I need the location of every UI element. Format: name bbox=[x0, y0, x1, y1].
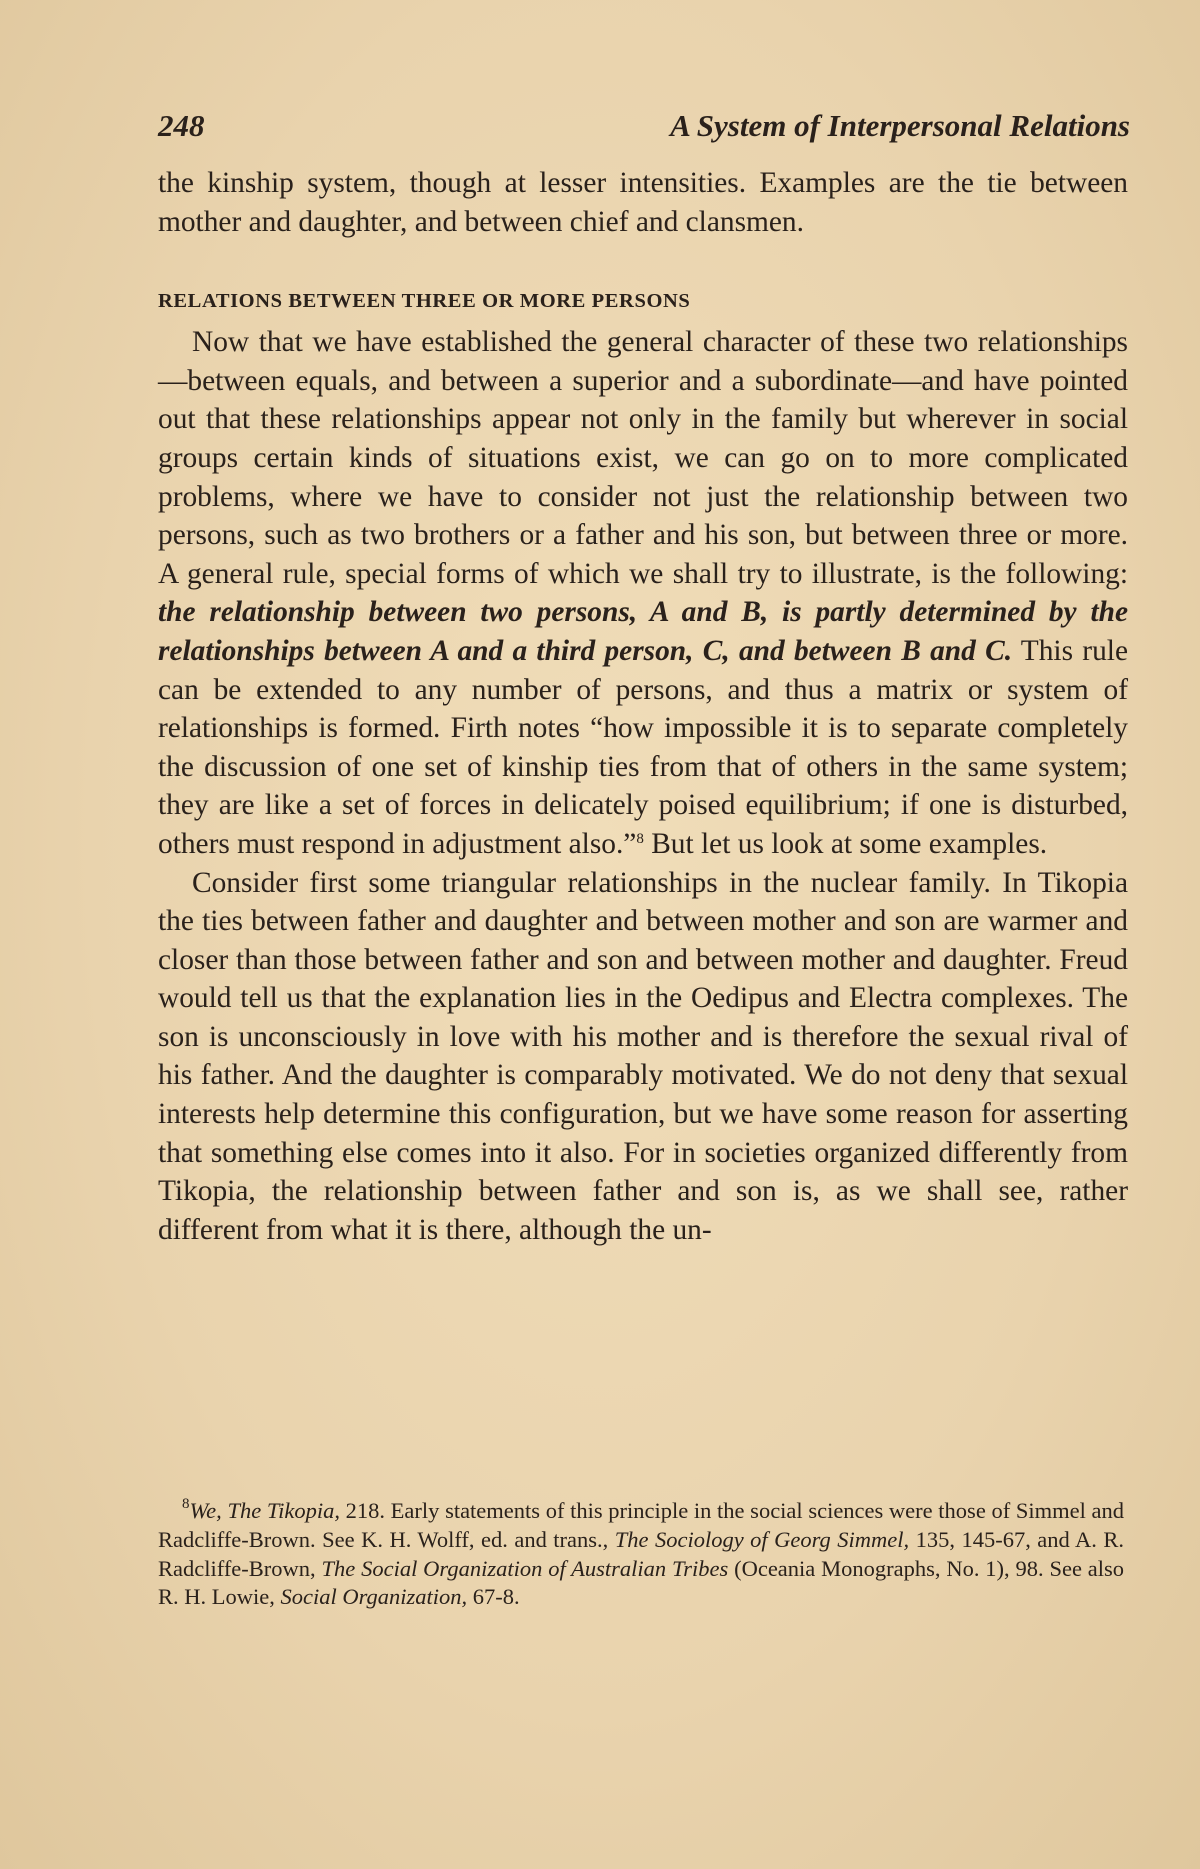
paragraph-text: But let us look at some examples. bbox=[643, 827, 1048, 860]
footnote-citation-title: The Sociology of Georg Simmel, bbox=[614, 1526, 910, 1552]
footnote-citation-title: The Social Organization of Australian Tribes bbox=[321, 1555, 729, 1581]
footnote-text: 218. Early statements of this principle in the social sciences were those of Simmel and Radcliffe-Brown. See K. H. Wolff, ed. and trans., bbox=[158, 1498, 1124, 1552]
footnote-reference: 8 bbox=[636, 830, 644, 847]
rule-statement: the relationship between two persons, A and B, is partly determined by the relationships between A and a third person, C, and between B and C. bbox=[158, 596, 1128, 667]
running-title: A System of Interpersonal Relations bbox=[670, 108, 1130, 143]
page-number: 248 bbox=[158, 108, 205, 143]
footnote-mark: 8 bbox=[182, 1496, 190, 1512]
paragraph-general-rule bbox=[158, 323, 1128, 863]
footnote-text: 135, 145-67, and A. R. Radcliffe-Brown, bbox=[158, 1526, 1124, 1581]
body-text bbox=[158, 164, 1128, 1249]
footnote bbox=[158, 1497, 1124, 1612]
footnote-text: (Oceania Monographs, No. 1), 98. See also R. H. Lowie, bbox=[158, 1555, 1125, 1610]
paragraph-text: Now that we have established the general character of these two relationships—between equals, and between a superior and a subordinate—and have pointed out that these relationships appear not only in the family but wherever in social groups certain kinds of situations exist, we can go on to more complicated problems, where we have to consider not just the relationship between two persons, such as two brothers or a father and his son, but between three or more. A general rule, special forms of which we shall try to illustrate, is the following: bbox=[158, 326, 1128, 590]
footnote-citation-title: We, The Tikopia, bbox=[189, 1498, 340, 1523]
paragraph-triangular-relationships: Consider first some triangular relationships in the nuclear family. In Tikopia the ties between father and daughter and between mother and son are warmer and closer than those between father and son and between mother and daughter. Freud would tell us that the explanation lies in the Oedipus and Electra complexes. The son is unconsciously in love with his mother and is therefore the sexual rival of his father. And the daughter is comparably motivated. We do not deny that sexual interests help determine this configuration, but we have some reason for asserting that something else comes into it also. For in societies organized differently from Tikopia, the relationship between father and son is, as we shall see, rather different from what it is there, although the un- bbox=[158, 866, 1128, 1246]
paragraph-text: This rule can be extended to any number of persons, and thus a matrix or system of relationships is formed. Firth notes “how impossible it is to separate completely the discussion of one set of kinship ties from that of others in the same system; they are like a set of forces in delicately poised equilibrium; if one is disturbed, others must respond in adjustment also.” bbox=[158, 634, 1128, 860]
page-header bbox=[158, 104, 1130, 148]
section-heading: RELATIONS BETWEEN THREE OR MORE PERSONS bbox=[158, 290, 691, 313]
paragraph-continuation: the kinship system, though at lesser intensities. Examples are the tie between mother and daughter, and between chief and clansmen. bbox=[158, 167, 1128, 238]
footnote-citation-title: Social Organization, bbox=[280, 1584, 468, 1610]
footnote-text: 67-8. bbox=[467, 1584, 520, 1610]
